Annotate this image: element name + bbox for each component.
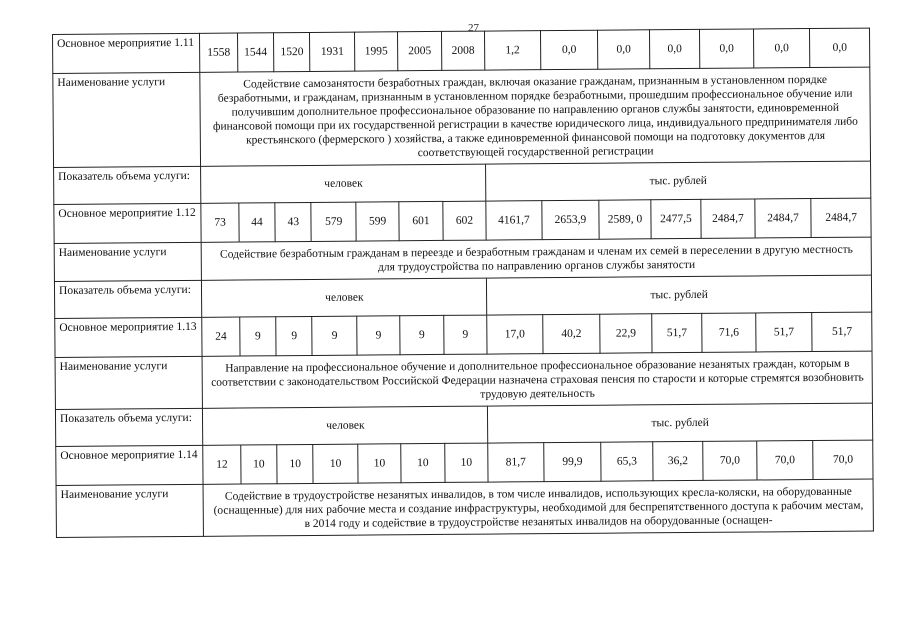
value-cell-people: 10 (401, 443, 445, 482)
value-cell-people: 73 (201, 203, 239, 242)
value-cell-people: 1931 (310, 32, 355, 71)
value-cell-rubles: 51,7 (651, 313, 702, 352)
value-cell-rubles: 2589, 0 (599, 200, 651, 239)
value-cell-rubles: 51,7 (812, 312, 872, 351)
value-cell-people: 10 (444, 443, 488, 482)
value-cell-people: 10 (241, 445, 278, 484)
value-cell-rubles: 2653,9 (542, 200, 600, 239)
service-description: Содействие безработным гражданам в переезде и безработным гражданам и членам их семей в переселении в другую местность для трудоустройства по направлению органов службы занятости (202, 237, 872, 280)
value-cell-people: 43 (275, 202, 312, 241)
value-cell-rubles: 36,2 (652, 441, 703, 480)
value-cell-people: 9 (357, 316, 401, 355)
value-cell-people: 10 (358, 444, 402, 483)
service-label: Наименование услуги (55, 356, 203, 409)
program-table (52, 28, 874, 538)
value-cell-people: 9 (400, 315, 444, 354)
activity-label: Основное мероприятие 1.14 (56, 445, 204, 485)
indicator-label: Показатель объема услуги: (54, 280, 202, 318)
value-cell-rubles: 99,9 (543, 442, 601, 481)
unit-rubles: тыс. рублей (486, 161, 871, 201)
service-description: Содействие самозанятости безработных граждан, включая оказание гражданам, признанным в установленном порядке безработными, и гражданам, признанным в установленном порядке безработными, прошедшим профессиональное обучение или получившим дополнительное профессиональное образование по направлению органов службы занятости, единовременной финансовой помощи при их государственной регистрации в качестве юридического лица, индивидуального предпринимателя либо крестьянского (фермерского ) хозяйства, а также единовременной финансовой помощи на подготовку документов для соответствующей государственной регистрации (200, 67, 870, 166)
table-body (53, 28, 874, 537)
value-cell-people: 1558 (200, 33, 238, 72)
service-row (53, 67, 871, 167)
activity-label: Основное мероприятие 1.13 (55, 317, 203, 357)
value-cell-people: 9 (240, 317, 277, 356)
value-cell-people: 599 (356, 202, 400, 241)
value-cell-people: 9 (443, 315, 487, 354)
service-description: Содействие в трудоустройстве незанятых инвалидов, в том числе инвалидов, использующих кресла-коляски, на оборудованные (оснащенные) для них рабочие места и создание инфраструктуры, необходимой для беспрепятственного доступа к рабочим местам, в 2014 году и содействие в трудоустройстве незанятых инвалидов на оборудованные (оснащен- (203, 479, 873, 536)
unit-people: человек (203, 406, 488, 445)
activity-row (55, 312, 872, 357)
value-cell-rubles: 0,0 (598, 30, 650, 69)
service-row (54, 237, 871, 281)
service-label: Наименование услуги (54, 242, 202, 281)
value-cell-people: 1995 (354, 32, 398, 71)
value-cell-people: 579 (311, 202, 356, 241)
value-cell-rubles: 2484,7 (811, 198, 871, 237)
page-number: 27 (468, 22, 479, 34)
indicator-label: Показатель объема услуги: (55, 408, 203, 446)
value-cell-rubles: 0,0 (700, 29, 754, 68)
service-label: Наименование услуги (53, 72, 201, 167)
indicator-label: Показатель объема услуги: (54, 166, 202, 204)
activity-row (53, 28, 870, 73)
service-label: Наименование услуги (56, 484, 204, 537)
value-cell-rubles: 70,0 (756, 441, 813, 480)
value-cell-rubles: 0,0 (649, 29, 700, 68)
value-cell-rubles: 2484,7 (755, 199, 812, 238)
value-cell-rubles: 40,2 (542, 314, 600, 353)
value-cell-rubles: 0,0 (810, 28, 870, 67)
value-cell-people: 24 (202, 317, 240, 356)
value-cell-people: 12 (203, 445, 241, 484)
activity-label: Основное мероприятие 1.12 (54, 203, 202, 243)
value-cell-rubles: 2484,7 (701, 199, 755, 238)
value-cell-rubles: 71,6 (702, 313, 756, 352)
value-cell-rubles: 70,0 (703, 441, 757, 480)
value-cell-people: 9 (276, 316, 313, 355)
value-cell-rubles: 65,3 (601, 442, 653, 481)
value-cell-rubles: 70,0 (813, 440, 873, 479)
value-cell-people: 1520 (274, 32, 311, 71)
value-cell-people: 10 (313, 444, 358, 483)
value-cell-rubles: 0,0 (540, 30, 598, 69)
value-cell-people: 2008 (441, 31, 485, 70)
unit-rubles: тыс. рублей (487, 275, 872, 315)
value-cell-people: 2005 (398, 31, 442, 70)
indicator-row (55, 403, 872, 446)
activity-label: Основное мероприятие 1.11 (53, 33, 201, 73)
value-cell-rubles: 2477,5 (651, 199, 702, 238)
value-cell-rubles: 1,2 (485, 31, 541, 70)
value-cell-people: 601 (399, 201, 443, 240)
value-cell-rubles: 0,0 (753, 29, 810, 68)
value-cell-rubles: 17,0 (487, 315, 543, 354)
table-sheet (52, 28, 874, 538)
value-cell-people: 1544 (237, 33, 274, 72)
service-row (56, 479, 873, 537)
service-description: Направление на профессиональное обучение и дополнительное профессиональное образование незанятых граждан, которым в соответствии с законодательством Российской Федерации назначена страховая пенсия по старости и которые стремятся возобновить трудовую деятельность (202, 351, 872, 408)
service-row (55, 351, 872, 409)
value-cell-people: 9 (312, 316, 357, 355)
indicator-row (54, 275, 871, 318)
unit-rubles: тыс. рублей (488, 403, 873, 443)
unit-people: человек (202, 278, 487, 317)
value-cell-rubles: 81,7 (488, 443, 544, 482)
value-cell-rubles: 22,9 (600, 314, 652, 353)
value-cell-rubles: 4161,7 (486, 201, 542, 240)
value-cell-people: 10 (277, 444, 314, 483)
indicator-row (54, 161, 871, 204)
value-cell-people: 44 (239, 203, 276, 242)
unit-people: человек (201, 164, 486, 203)
value-cell-people: 602 (443, 201, 487, 240)
activity-row (54, 198, 871, 243)
value-cell-rubles: 51,7 (755, 313, 812, 352)
activity-row (56, 440, 873, 485)
